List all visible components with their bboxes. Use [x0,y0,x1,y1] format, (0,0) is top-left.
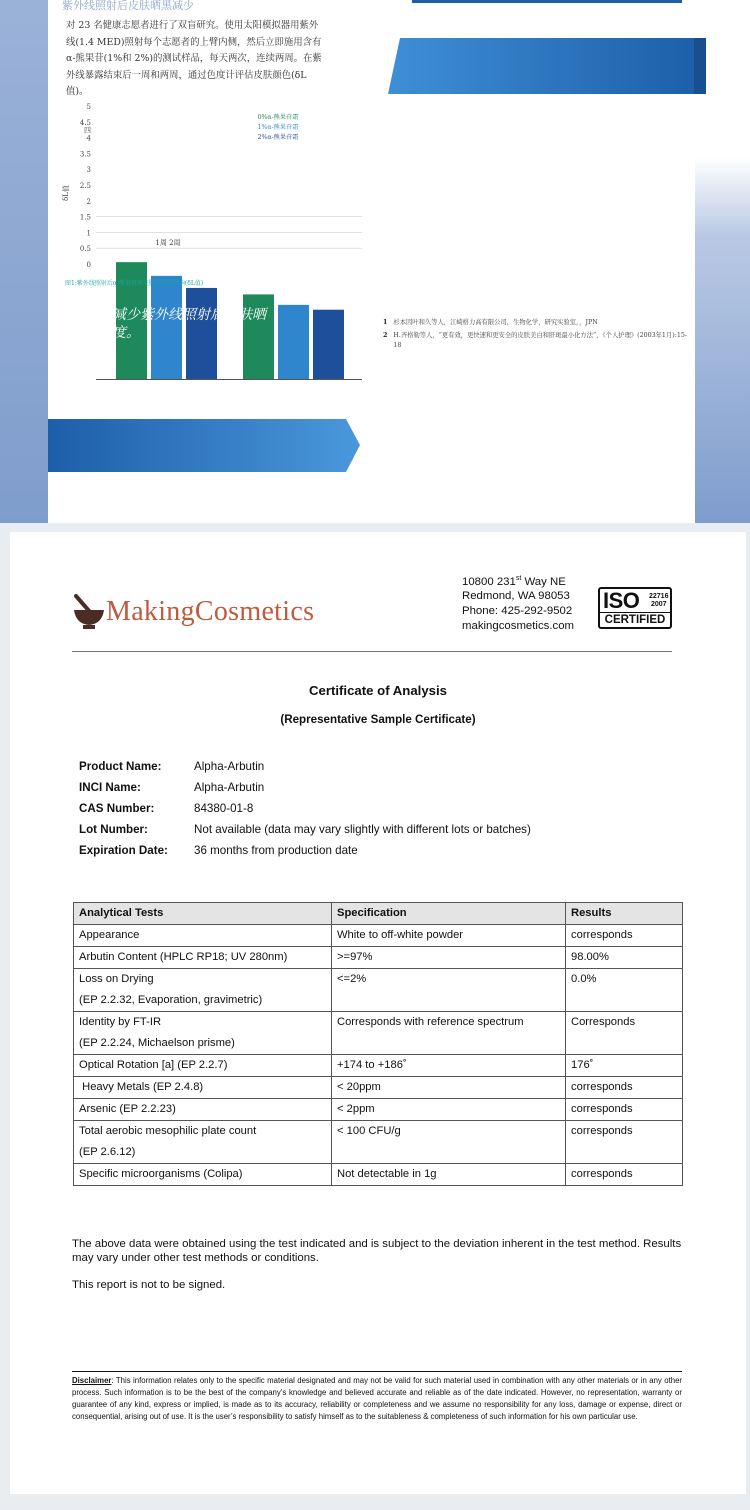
test-cell [74,947,332,969]
iso-certified-label: CERTIFIED [600,612,670,627]
study-paragraph [66,18,366,101]
info-row [79,798,531,819]
result-cell-line: corresponds [571,1125,633,1137]
test-cell-line: Heavy Metals (EP 2.4.8) [79,1081,204,1093]
result-cell-line: corresponds [571,1168,633,1180]
company-address [462,572,574,633]
iso-word: ISO [603,588,640,613]
legend-entry: 0%α-熊果苷霜 [257,114,299,121]
study-panel [0,0,750,523]
paragraph-line: 值)。 [66,86,89,97]
result-cell-line: corresponds [571,929,633,941]
spec-cell-line: White to off-white powder [337,929,464,941]
spec-cell-line: < 100 CFU/g [337,1125,401,1137]
table-body [74,925,683,1186]
paragraph-line: 外线暴露结束后一周和两周，通过色度计评估皮肤颜色(δL [66,69,307,81]
reference-text: H.齐格勒等人，“更有效，更快速和更安全的皮肤美白和肝斑最小化方法”，《个人护理》(2003年1月):15-18 [393,332,687,349]
table-row [74,925,683,947]
y-tick-label: 0.5 [79,245,91,254]
result-cell-line: corresponds [571,1103,633,1115]
test-cell [74,1121,332,1164]
info-value: 84380-01-8 [194,802,254,815]
spec-cell-line: >=97% [337,951,373,963]
disclaimer-label: Disclaimer [72,1376,112,1385]
top-rule [412,0,682,3]
result-cell [566,925,683,947]
skin-color-chart [56,98,366,383]
test-cell [74,1012,332,1055]
paragraph-line: α-熊果苷(1%和 2%)的测试样品，每天两次，连续两周。在紫 [66,53,322,64]
analytical-tests-table [73,902,683,1186]
spec-cell-line: Corresponds with reference spectrum [337,1016,524,1028]
iso-certified-badge [598,587,672,629]
table-row [74,1077,683,1099]
test-cell [74,1099,332,1121]
spec-cell [332,969,566,1012]
table-row [74,947,683,969]
test-cell-line: (EP 2.6.12) [79,1146,136,1158]
table-row [74,1121,683,1164]
test-cell-line: Arsenic (EP 2.2.23) [79,1103,176,1115]
blue-ribbon-bottom [48,419,360,472]
study-heading: 紫外线照射后皮肤晒黑减少 [62,0,194,12]
header-divider [72,651,672,652]
y-tick-label: 1 [86,229,91,238]
result-cell-line: 0.0% [571,973,597,985]
result-cell-line: 176˚ [571,1059,594,1071]
info-label: CAS Number: [79,802,155,815]
certificate-subtitle: (Representative Sample Certificate) [280,713,476,726]
paragraph-line: 线(1.4 MED)照射每个志愿者的上臂内侧，然后立即施用含有 [66,36,322,48]
bar [186,288,217,379]
y-tick-label: 四 [84,126,91,135]
address-website: makingcosmetics.com [462,619,575,632]
result-cell [566,1055,683,1077]
info-value: Alpha-Arbutin [194,760,265,773]
spec-cell [332,1164,566,1186]
address-street: 10800 231st Way NE [462,575,566,588]
info-label: Lot Number: [79,823,148,836]
bar [151,276,182,379]
info-row [79,819,531,840]
spec-cell [332,1077,566,1099]
info-label: Product Name: [79,760,162,773]
overlay-text-line2: 度。 [112,325,140,341]
test-cell-line: Identity by FT-IR [79,1016,162,1028]
result-cell [566,969,683,1012]
test-cell-line: (EP 2.2.32, Evaporation, gravimetric) [79,994,263,1006]
y-tick-label: 4.5 [79,118,91,127]
references [383,318,693,354]
y-axis-label: δL值 [62,185,70,201]
info-row [79,777,531,798]
column-header: Specification [332,903,566,925]
test-cell [74,969,332,1012]
table-row [74,1012,683,1055]
reference-number: 2 [383,332,388,339]
result-cell [566,1099,683,1121]
spec-cell-line: <=2% [337,973,367,985]
table-row [74,1164,683,1186]
bar [278,305,309,379]
spec-cell-line: < 20ppm [337,1081,381,1093]
result-cell-line: corresponds [571,1081,633,1093]
reference-number: 1 [383,319,388,326]
info-value: Not available (data may vary slightly with different lots or batches) [194,823,531,836]
y-tick-label: 0 [86,261,91,269]
address-city: Redmond, WA 98053 [462,590,570,603]
info-label: Expiration Date: [79,844,168,857]
certificate-of-analysis [10,532,746,1494]
spec-cell [332,1121,566,1164]
y-tick-label: 2.5 [79,182,91,190]
info-value: Alpha-Arbutin [194,781,265,794]
spec-cell-line: +174 to +186˚ [337,1059,407,1071]
spec-cell [332,1055,566,1077]
disclaimer [72,1371,682,1423]
result-cell [566,1121,683,1164]
reference-item [383,331,693,351]
test-cell [74,1164,332,1186]
legend-entry: 1%α-熊果苷霜 [257,124,299,131]
reference-item [383,318,693,328]
y-tick-label: 3 [86,166,91,175]
disclaimer-text: : This information relates only to the specific material designated and may not be valid for such material used in combination with any other materials or in any other process. Such information is to be the best of the company’s knowledge and believed accurate and reliable as of the date indicated. However, no representation, warranty or guarantee of any kind, express or implied, is made as to its accuracy, reliability or completeness and we assume no responsibility for any loss, damage or expense, direct or consequential, arising out of use. It is the user’s responsibility to satisfy himself as to the suitableness & completeness of such information for his own particular use. [72,1376,682,1421]
y-tick-label: 5 [86,103,91,111]
iso-standard-number: 22716 2007 [649,593,669,608]
y-tick-label: 1.5 [79,213,91,222]
overlay-text-line1: 苷减少紫外线照射后皮肤晒 [98,307,266,323]
reference-text: 杉本因叶和久等人，江崎格力高有限公司，生物化学，研究实验室，，JPN [393,319,598,326]
not-signed-note: This report is not to be signed. [72,1279,226,1291]
statement [72,1237,682,1305]
left-decor-strip [0,0,48,523]
info-label: INCI Name: [79,781,141,794]
legend-entry: 2%α-熊果苷霜 [257,134,299,141]
spec-cell [332,947,566,969]
category-label: 1周 2周 [155,239,181,247]
test-cell-line: Total aerobic mesophilic plate count [79,1125,257,1137]
bar [313,310,344,379]
y-tick-label: 4 [86,134,91,143]
spec-cell-line: < 2ppm [337,1103,375,1115]
test-cell-line: Loss on Drying [79,973,154,985]
table-row [74,969,683,1012]
product-info [79,756,531,861]
figure-caption: 图1:紫外线照射后α-熊果苷对皮肤颜色的影响(δL值) [65,280,204,287]
info-row [79,756,531,777]
table-row [74,1055,683,1077]
paragraph-line: 对 23 名健康志愿者进行了双盲研究。使用太阳模拟器用紫外 [66,20,319,31]
column-header: Analytical Tests [74,903,332,925]
spec-cell-line: Not detectable in 1g [337,1168,437,1180]
test-cell-line: Arbutin Content (HPLC RP18; UV 280nm) [79,951,288,963]
info-value: 36 months from production date [194,844,358,857]
deviation-statement: The above data were obtained using the test indicated and is subject to the deviation inherent in the test method. Results may vary under other test methods or conditions. [72,1238,682,1264]
test-cell [74,925,332,947]
table-row [74,1099,683,1121]
table-header-row [74,903,683,925]
company-logo [72,592,314,632]
column-header: Results [566,903,683,925]
spec-cell [332,1099,566,1121]
test-cell-line: Optical Rotation [a] (EP 2.2.7) [79,1059,228,1071]
blue-ribbon-top [388,38,706,94]
y-tick-label: 3.5 [79,150,91,159]
logo-text: MakingCosmetics [106,596,315,627]
y-tick-label: 2 [86,197,91,206]
info-row [79,840,531,861]
result-cell [566,947,683,969]
mortar-pestle-icon [72,594,106,630]
spec-cell [332,925,566,947]
result-cell-line: 98.00% [571,951,609,963]
result-cell-line: Corresponds [571,1016,636,1028]
test-cell-line: Specific microorganisms (Colipa) [79,1168,243,1180]
test-cell [74,1055,332,1077]
result-cell [566,1012,683,1055]
certificate-title: Certificate of Analysis [308,683,448,698]
test-cell-line: (EP 2.2.24, Michaelson prisme) [79,1037,235,1049]
address-phone: Phone: 425-292-9502 [462,604,573,617]
result-cell [566,1164,683,1186]
spec-cell [332,1012,566,1055]
test-cell-line: Appearance [79,929,140,941]
result-cell [566,1077,683,1099]
test-cell [74,1077,332,1099]
